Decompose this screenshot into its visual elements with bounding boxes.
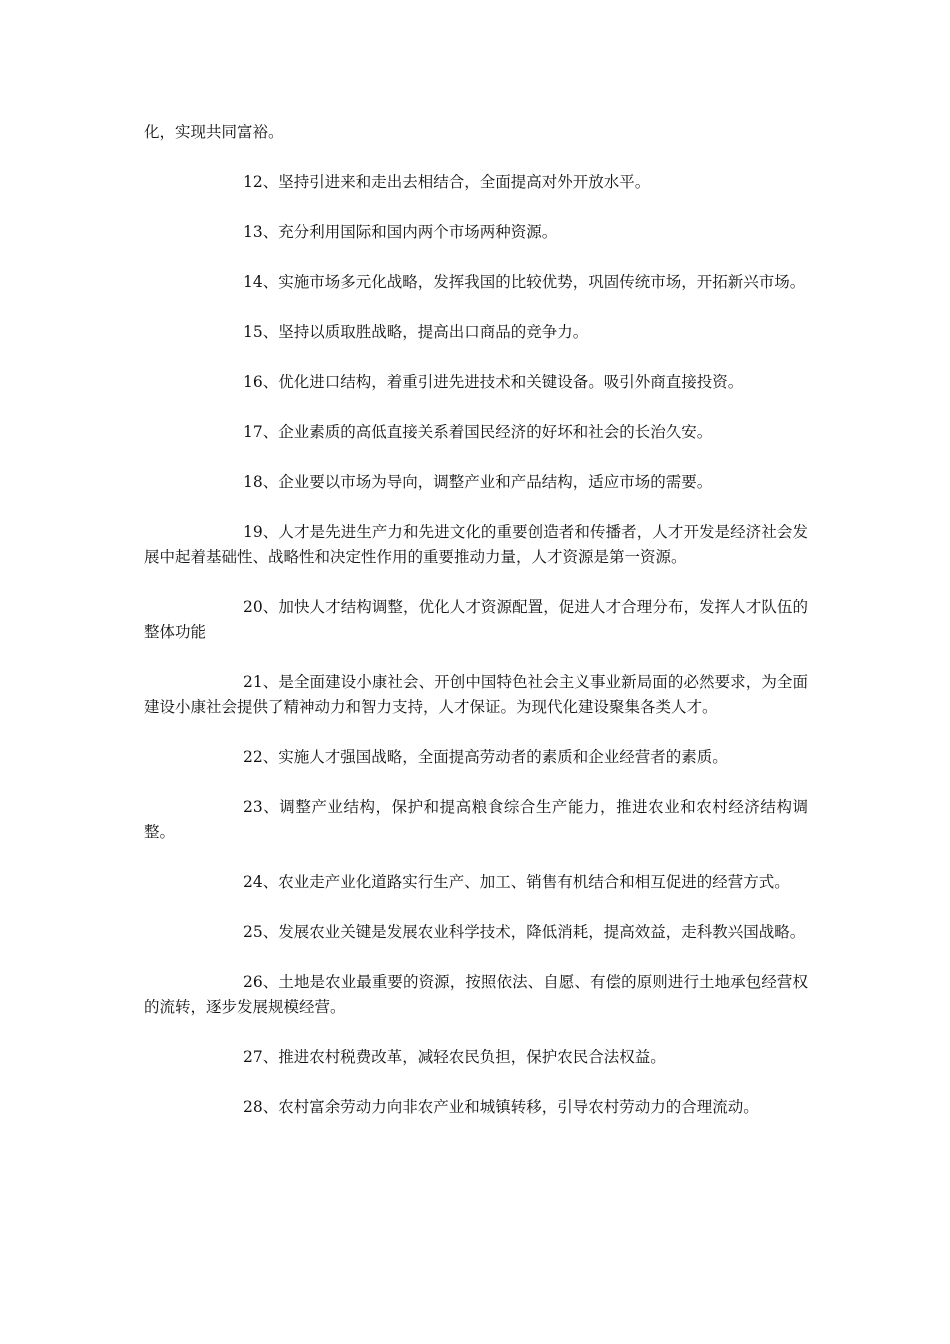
paragraph: 17、企业素质的高低直接关系着国民经济的好坏和社会的长治久安。 [243,423,713,441]
paragraph: 27、推进农村税费改革，减轻农民负担，保护农民合法权益。 [243,1048,666,1066]
paragraph: 23、调整产业结构，保护和提高粮食综合生产能力，推进农业和农村经济结构调整。 [144,798,808,841]
paragraph: 19、人才是先进生产力和先进文化的重要创造者和传播者，人才开发是经济社会发展中起着基础性、战略性和决定性作用的重要推动力量，人才资源是第一资源。 [144,523,808,566]
paragraph: 15、坚持以质取胜战略，提高出口商品的竞争力。 [243,323,589,341]
paragraph: 24、农业走产业化道路实行生产、加工、销售有机结合和相互促进的经营方式。 [243,873,790,891]
paragraph: 22、实施人才强国战略，全面提高劳动者的素质和企业经营者的素质。 [243,748,728,766]
paragraph: 28、农村富余劳动力向非农产业和城镇转移，引导农村劳动力的合理流动。 [243,1098,759,1116]
paragraph: 13、充分利用国际和国内两个市场两种资源。 [243,223,558,241]
paragraph: 25、发展农业关键是发展农业科学技术，降低消耗，提高效益，走科教兴国战略。 [243,923,806,941]
paragraph: 21、是全面建设小康社会、开创中国特色社会主义事业新局面的必然要求，为全面建设小康社会提供了精神动力和智力支持，人才保证。为现代化建设聚集各类人才。 [144,673,808,716]
paragraph: 26、土地是农业最重要的资源，按照依法、自愿、有偿的原则进行土地承包经营权的流转，逐步发展规模经营。 [144,973,808,1016]
paragraph: 20、加快人才结构调整，优化人才资源配置，促进人才合理分布，发挥人才队伍的整体功能 [144,598,808,641]
paragraph: 12、坚持引进来和走出去相结合，全面提高对外开放水平。 [243,173,651,191]
paragraph: 16、优化进口结构，着重引进先进技术和关键设备。吸引外商直接投资。 [243,373,744,391]
paragraph: 18、企业要以市场为导向，调整产业和产品结构，适应市场的需要。 [243,473,713,491]
paragraph: 14、实施市场多元化战略，发挥我国的比较优势，巩固传统市场，开拓新兴市场。 [243,273,806,291]
document-body [144,120,808,1145]
paragraph: 化，实现共同富裕。 [144,123,284,141]
